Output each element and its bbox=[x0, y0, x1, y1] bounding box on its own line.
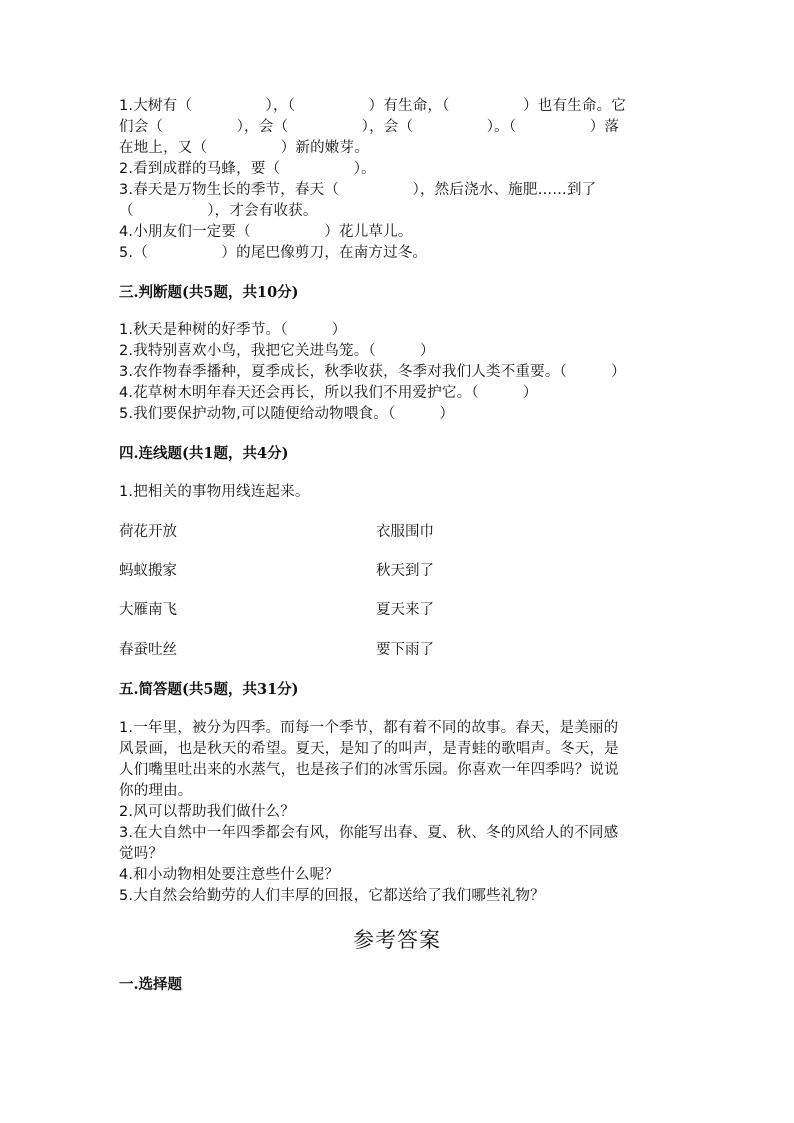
section-heading-judge: 三.判断题(共5题，共10分) bbox=[119, 284, 299, 301]
answer-key-title: 参考答案 bbox=[353, 928, 441, 952]
match-instruction: 1.把相关的事物用线连起来。 bbox=[119, 484, 310, 500]
match-left-item: 大雁南飞 bbox=[119, 602, 177, 618]
fill-blank-line: 3.春天是万物生长的季节，春天（ ），然后浇水、施肥……到了 bbox=[119, 182, 597, 198]
answer-section-heading: 一.选择题 bbox=[119, 976, 183, 993]
match-right-item: 要下雨了 bbox=[376, 642, 434, 658]
short-answer-line: 1.一年里，被分为四季。而每一个季节，都有着不同的故事。春天，是美丽的 bbox=[119, 720, 619, 736]
match-right-item: 夏天来了 bbox=[376, 602, 434, 618]
match-left-item: 春蚕吐丝 bbox=[119, 642, 177, 658]
match-right-item: 衣服围巾 bbox=[376, 524, 434, 540]
match-left-item: 荷花开放 bbox=[119, 524, 177, 540]
judge-item: 1.秋天是种树的好季节。（ ） bbox=[119, 322, 347, 338]
judge-item: 4.花草树木明年春天还会再长，所以我们不用爱护它。（ ） bbox=[119, 385, 538, 401]
section-heading-short-answer: 五.简答题(共5题，共31分) bbox=[119, 681, 299, 698]
fill-blank-line: （ ），才会有收获。 bbox=[119, 203, 318, 219]
fill-blank-line: 4.小朋友们一定要（ ）花儿草儿。 bbox=[119, 224, 413, 240]
short-answer-line: 觉吗？ bbox=[119, 846, 164, 862]
short-answer-line: 3.在大自然中一年四季都会有风，你能写出春、夏、秋、冬的风给人的不同感 bbox=[119, 825, 619, 841]
fill-blank-line: 2.看到成群的马蜂，要（ ）。 bbox=[119, 161, 376, 177]
short-answer-line: 风景画，也是秋天的希望。夏天，是知了的叫声，是青蛙的歌唱声。冬天，是 bbox=[119, 741, 619, 757]
fill-blank-line: 们会（ ），会（ ），会（ ）。（ ）落 bbox=[119, 119, 620, 135]
judge-item: 3.农作物春季播种，夏季成长，秋季收获，冬季对我们人类不重要。（ ） bbox=[119, 364, 626, 380]
fill-blank-line: 在地上，又（ ）新的嫩芽。 bbox=[119, 140, 369, 156]
match-right-item: 秋天到了 bbox=[376, 563, 434, 579]
short-answer-line: 2.风可以帮助我们做什么？ bbox=[119, 804, 295, 820]
fill-blank-line: 5.（ ）的尾巴像剪刀，在南方过冬。 bbox=[119, 245, 428, 261]
short-answer-line: 你的理由。 bbox=[119, 783, 193, 799]
short-answer-line: 5.大自然会给勤劳的人们丰厚的回报，它都送给了我们哪些礼物？ bbox=[119, 888, 545, 904]
short-answer-line: 人们嘴里吐出来的水蒸气，也是孩子们的冰雪乐园。你喜欢一年四季吗？说说 bbox=[119, 762, 619, 778]
fill-blank-line: 1.大树有（ ），（ ）有生命，（ ）也有生命。它 bbox=[119, 98, 626, 114]
judge-item: 5.我们要保护动物,可以随便给动物喂食。（ ） bbox=[119, 406, 455, 422]
short-answer-line: 4.和小动物相处要注意些什么呢？ bbox=[119, 867, 340, 883]
section-heading-match: 四.连线题(共1题，共4分) bbox=[119, 445, 289, 462]
match-left-item: 蚂蚁搬家 bbox=[119, 563, 177, 579]
judge-item: 2.我特别喜欢小鸟，我把它关进鸟笼。（ ） bbox=[119, 343, 435, 359]
